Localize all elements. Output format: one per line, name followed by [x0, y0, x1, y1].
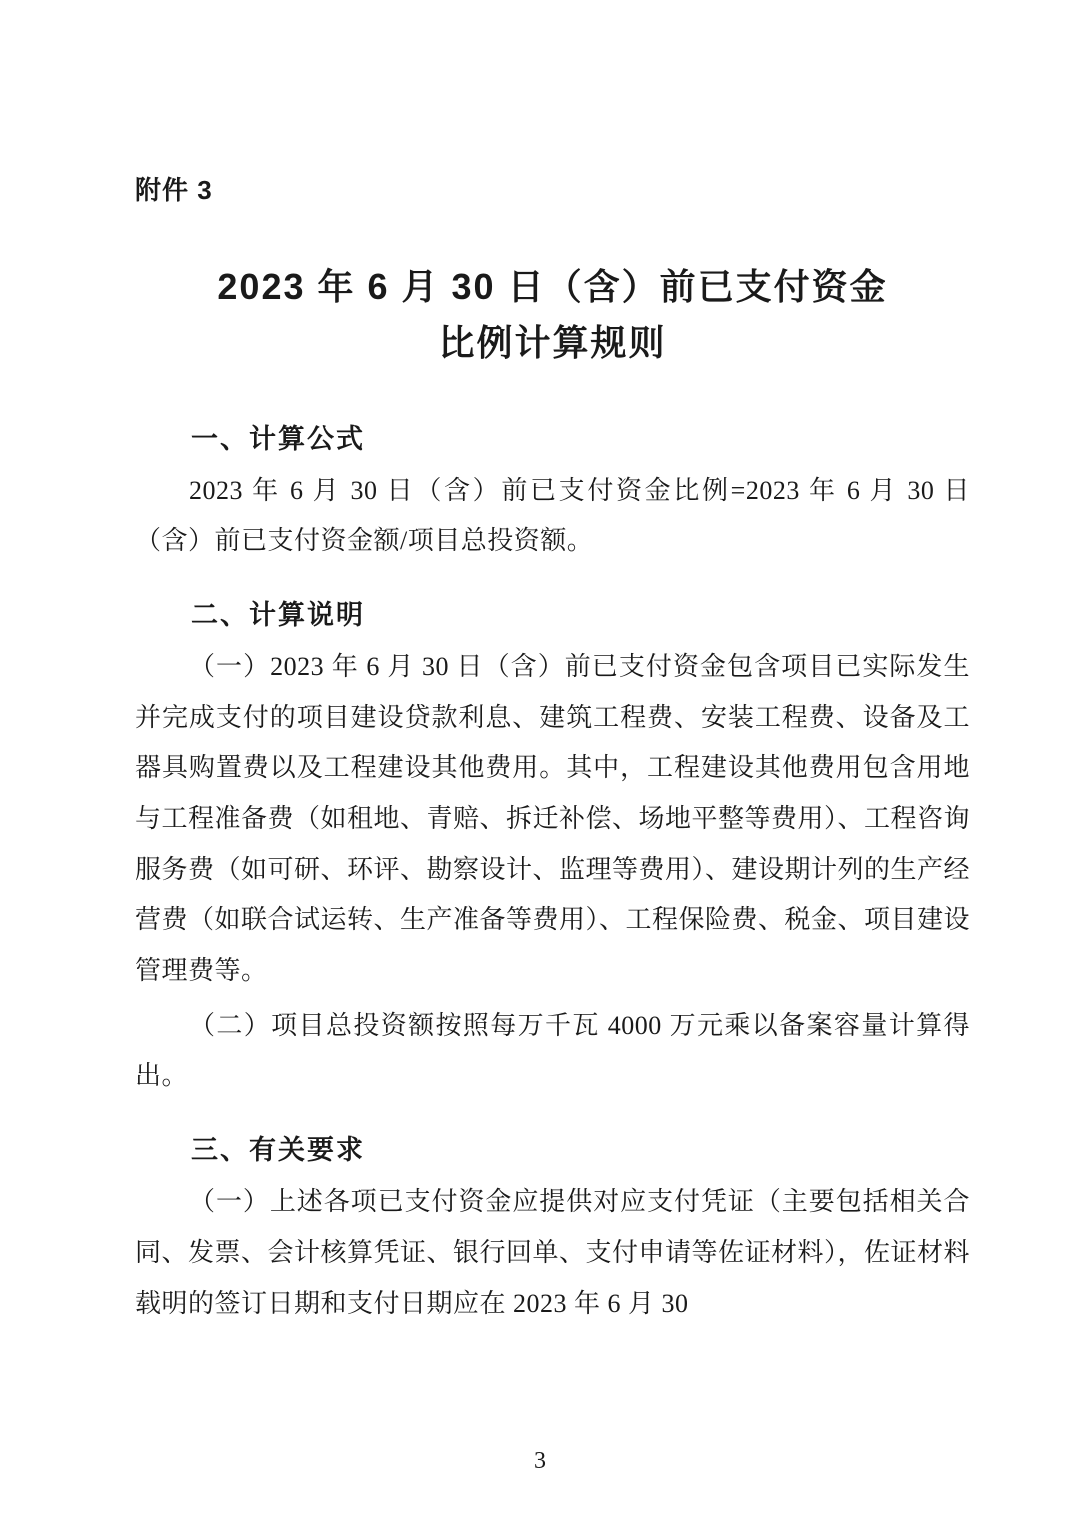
section-3-paragraph-1: （一）上述各项已支付资金应提供对应支付凭证（主要包括相关合同、发票、会计核算凭证、银行回单、支付申请等佐证材料），佐证材料载明的签订日期和支付日期应在 2023 年 6 月 30: [135, 1187, 971, 1318]
section-2-paragraph-1: （一）2023 年 6 月 30 日（含）前已支付资金包含项目已实际发生并完成支付的项目建设贷款利息、建筑工程费、安装工程费、设备及工器具购置费以及工程建设其他费用。其中，工程建设其他费用包含用地与工程准备费（如租地、青赔、拆迁补偿、场地平整等费用）、工程咨询服务费（如可研、环评、勘察设计、监理等费用）、建设期计列的生产经营费（如联合试运转、生产准备等费用）、工程保险费、税金、项目建设管理费等。: [135, 651, 971, 986]
section-heading-1: 一、计算公式: [191, 423, 365, 454]
section-calculation-notes: [135, 593, 970, 1102]
section-calculation-formula: [135, 417, 970, 567]
page-title-line-1: 2023 年 6 月 30 日（含）前已支付资金: [217, 266, 888, 307]
attachment-label: 附件 3: [135, 175, 213, 205]
page-title-line-2: 比例计算规则: [438, 321, 667, 363]
section-1-paragraph-1: 2023 年 6 月 30 日（含）前已支付资金比例=2023 年 6 月 30 日（含）前已支付资金额/项目总投资额。: [135, 475, 970, 556]
page-title: [193, 259, 911, 371]
section-2-paragraph-2: （二）项目总投资额按照每万千瓦 4000 万元乘以备案容量计算得出。: [135, 1010, 970, 1091]
section-requirements: [135, 1128, 970, 1329]
page-number: 3: [534, 1448, 546, 1474]
section-heading-2: 二、计算说明: [191, 599, 365, 630]
section-heading-3: 三、有关要求: [191, 1135, 365, 1166]
